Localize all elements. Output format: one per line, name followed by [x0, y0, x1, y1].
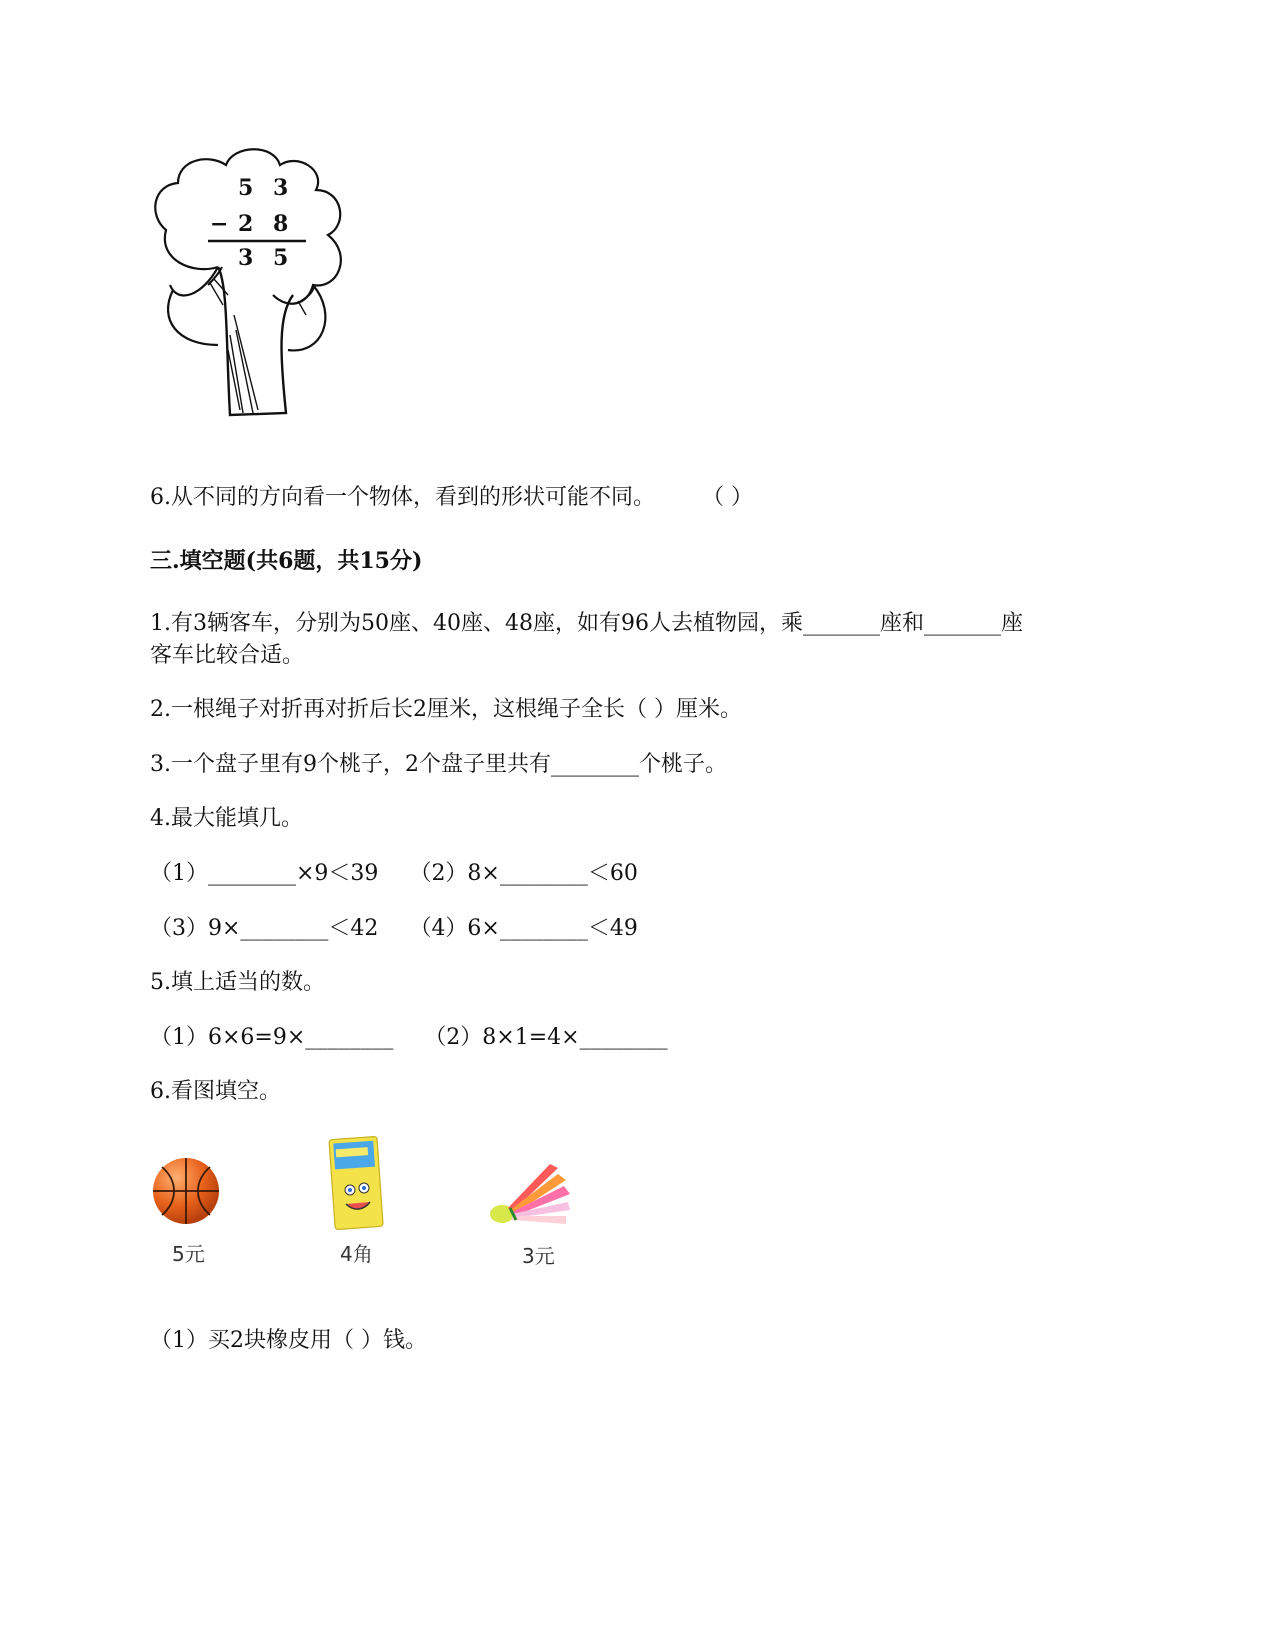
answer-bracket: （ ） — [702, 485, 753, 510]
basketball-price: 5元 — [172, 1242, 205, 1266]
question-5-part-2: （2）8×1=4×________ — [424, 1025, 668, 1050]
eraser-figure — [328, 1132, 388, 1232]
shuttlecock-price: 3元 — [522, 1244, 555, 1268]
subtrahend: 2 8 — [238, 211, 295, 237]
question-1-line-2: 客车比较合适。 — [150, 643, 305, 668]
judgment-item-6-text: 6.从不同的方向看一个物体，看到的形状可能不同。 — [150, 485, 655, 510]
question-1-line-1: 1.有3辆客车，分别为50座、40座、48座，如有96人去植物园，乘_______座和_______座 — [150, 611, 1023, 636]
judgment-item-6 — [150, 482, 753, 514]
tree-figure — [148, 145, 393, 420]
shuttlecock-figure — [488, 1158, 578, 1230]
question-4-part-3: （3）9×________＜42 — [150, 916, 379, 941]
question-4-row-1 — [150, 858, 638, 890]
shuttlecock-icon — [488, 1158, 578, 1230]
eraser-price: 4角 — [340, 1242, 373, 1266]
question-5-row — [150, 1022, 668, 1054]
question-4-title: 4.最大能填几。 — [150, 806, 303, 831]
basketball-figure — [150, 1155, 222, 1227]
question-4-part-2: （2）8×________＜60 — [409, 861, 638, 886]
question-6-sub-1: （1）买2块橡皮用（ ）钱。 — [150, 1328, 427, 1353]
question-4-part-1: （1）________×9＜39 — [150, 861, 379, 886]
section-title: 三.填空题(共6题，共15分) — [150, 548, 423, 574]
question-6-title: 6.看图填空。 — [150, 1079, 281, 1104]
question-4-part-4: （4）6×________＜49 — [409, 916, 638, 941]
question-4-row-2 — [150, 913, 638, 945]
minuend: 5 3 — [238, 175, 295, 201]
question-2: 2.一根绳子对折再对折后长2厘米，这根绳子全长（ ）厘米。 — [150, 697, 742, 722]
basketball-icon — [150, 1155, 222, 1227]
minus-sign: − — [210, 211, 229, 237]
question-5-part-1: （1）6×6=9×________ — [150, 1025, 394, 1050]
eraser-icon — [328, 1132, 388, 1232]
question-3: 3.一个盘子里有9个桃子，2个盘子里共有________个桃子。 — [150, 752, 727, 777]
difference: 3 5 — [238, 245, 295, 271]
question-5-title: 5.填上适当的数。 — [150, 970, 325, 995]
